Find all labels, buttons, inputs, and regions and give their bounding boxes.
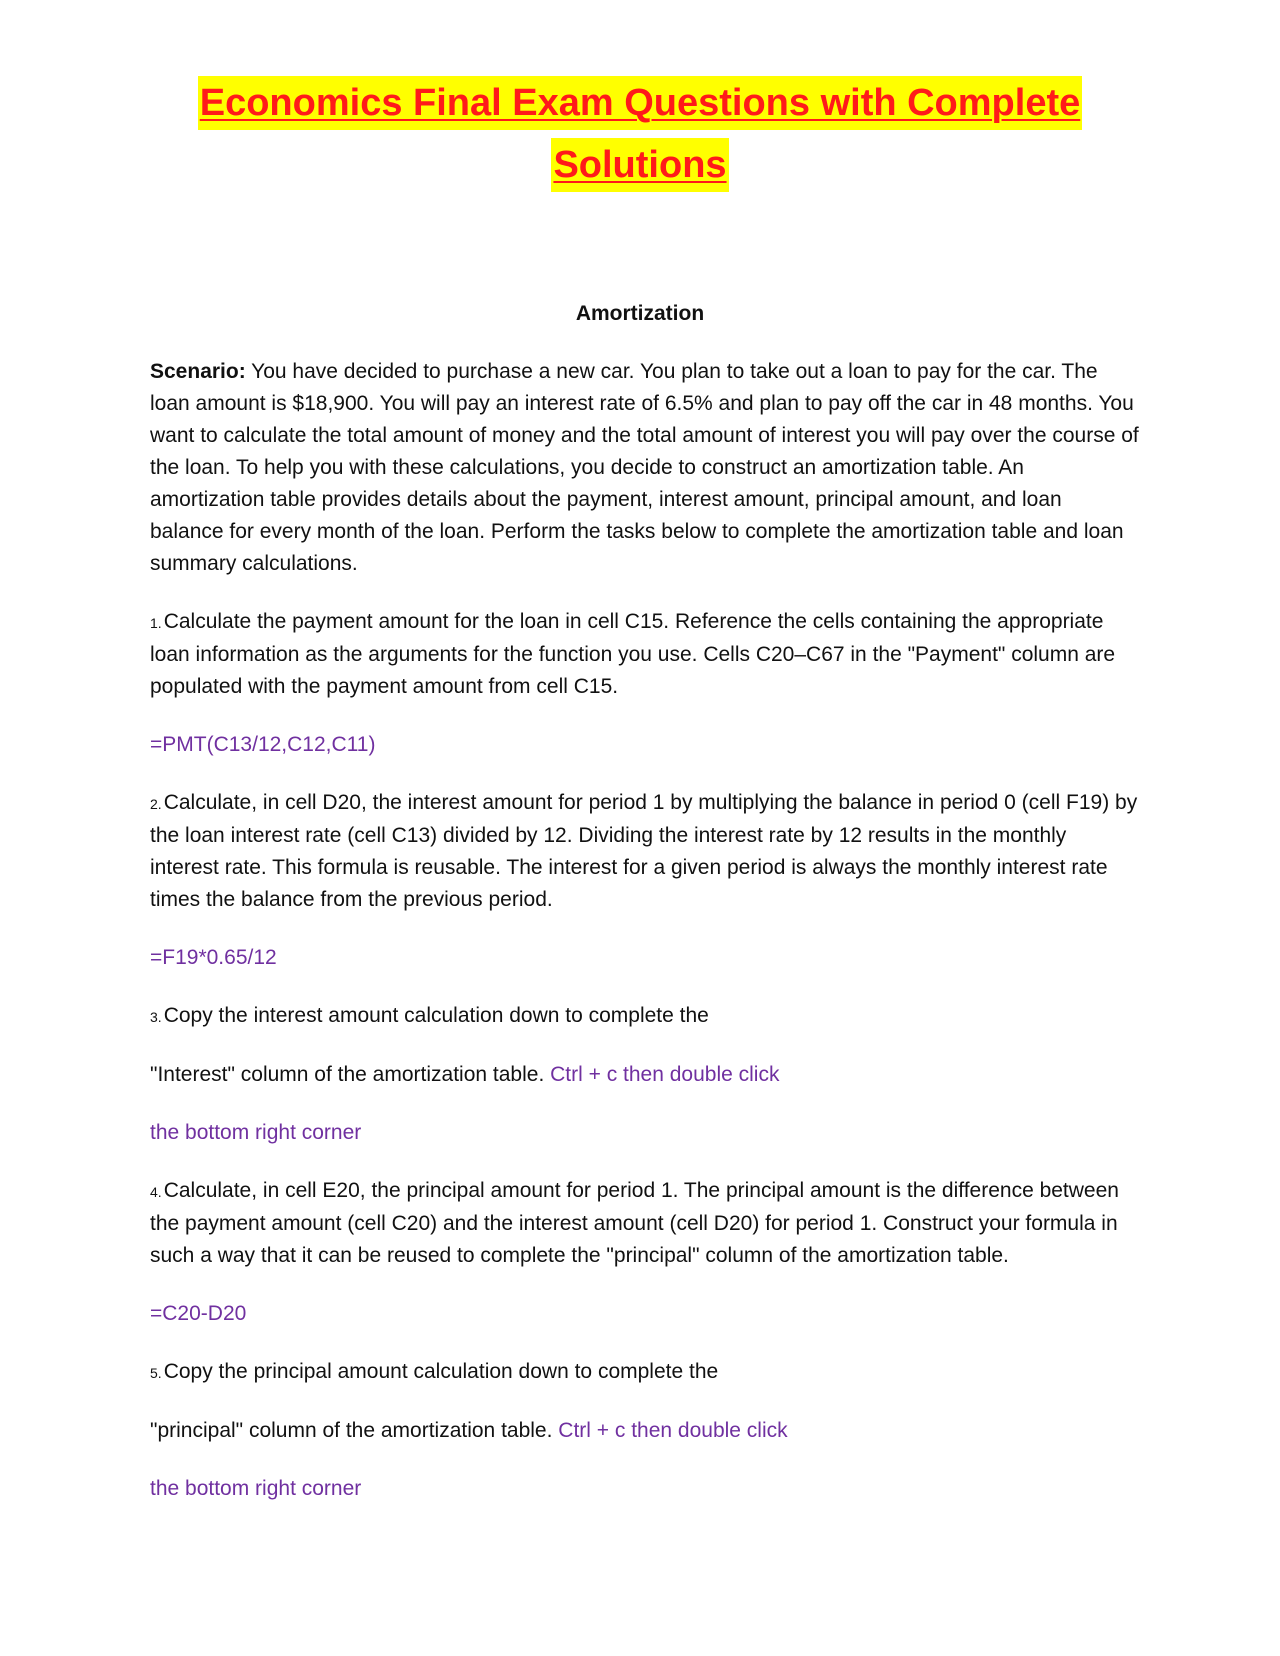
answer-3: Ctrl + c then double click <box>550 1063 780 1086</box>
answer-4: =C20-D20 <box>150 1302 247 1325</box>
document-body <box>150 298 1140 1531</box>
document-title <box>0 76 1280 200</box>
question-text: Calculate the payment amount for the loan in cell C15. Reference the cells containing the appropriate loan information as the arguments for the function you use. Cells C20–C67 in the "Payment" column are populated with the payment amount from cell C15. <box>150 610 1116 698</box>
scenario-paragraph <box>150 356 1140 580</box>
answer-5: Ctrl + c then double click <box>558 1419 788 1442</box>
title-line-1: Economics Final Exam Questions with Complete <box>198 76 1083 130</box>
question-2 <box>150 787 1140 916</box>
answer-5-continued: the bottom right corner <box>150 1477 362 1500</box>
question-5-continued <box>150 1415 1140 1447</box>
section-heading: Amortization <box>575 302 705 325</box>
question-text: "principal" column of the amortization table. <box>150 1419 559 1442</box>
question-text: Copy the principal amount calculation down to complete the <box>163 1360 719 1383</box>
question-3-continued <box>150 1059 1140 1091</box>
scenario-text: You have decided to purchase a new car. You plan to take out a loan to pay for the car. The loan amount is $18,900. You will pay an interest rate of 6.5% and plan to pay off the car in 48 months. You want to calculate the total amount of money and the total amount of interest you will pay over the course of the loan. To help you with these calculations, you decide to construct an amortization table. An amortization table provides details about the payment, interest amount, principal amount, and loan balance for every month of the loan. Perform the tasks below to complete the amortization table and loan summary calculations. <box>150 360 1139 575</box>
title-line-2: Solutions <box>551 138 728 192</box>
answer-1: =PMT(C13/12,C12,C11) <box>150 733 376 756</box>
answer-3-continued: the bottom right corner <box>150 1121 362 1144</box>
answer-2: =F19*0.65/12 <box>150 946 277 969</box>
question-5 <box>150 1356 1140 1389</box>
question-number: 1. <box>150 615 162 631</box>
question-3 <box>150 1000 1140 1033</box>
scenario-label: Scenario: <box>150 360 246 383</box>
question-text: "Interest" column of the amortization table. <box>150 1063 551 1086</box>
question-text: Calculate, in cell E20, the principal amount for period 1. The principal amount is the difference between the payment amount (cell C20) and the interest amount (cell D20) for period 1. Construct your formula in such a way that it can be reused to complete the "principal" column of the amortization table. <box>150 1179 1119 1267</box>
question-number: 4. <box>150 1184 162 1200</box>
question-text: Copy the interest amount calculation down to complete the <box>163 1004 709 1027</box>
question-number: 3. <box>150 1009 162 1025</box>
question-number: 5. <box>150 1365 162 1381</box>
question-1 <box>150 606 1140 703</box>
question-text: Calculate, in cell D20, the interest amount for period 1 by multiplying the balance in period 0 (cell F19) by the loan interest rate (cell C13) divided by 12. Dividing the interest rate by 12 results in the monthly interest rate. This formula is reusable. The interest for a given period is always the monthly interest rate times the balance from the previous period. <box>150 791 1138 911</box>
question-number: 2. <box>150 796 162 812</box>
question-4 <box>150 1175 1140 1272</box>
